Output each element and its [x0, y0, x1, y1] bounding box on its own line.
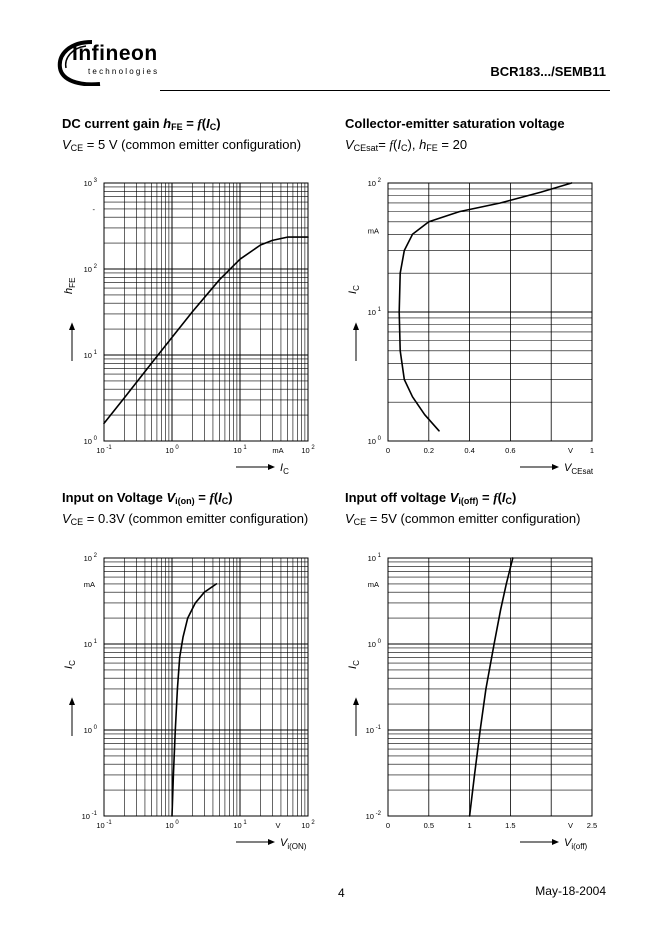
- x-axis-label: $V_{CEsat}$: [564, 462, 594, 476]
- x-unit-label: mA: [272, 446, 284, 455]
- document-date: May-18-2004: [535, 884, 606, 898]
- x-tick-label: 0.2: [423, 446, 435, 455]
- x-tick-label: 10 $^1$: [233, 445, 247, 455]
- y-tick-label: 10 $^{-1}$: [365, 725, 381, 735]
- y-tick-label: 10 $^0$: [83, 725, 97, 735]
- x-axis-label: $V_{i(off)}$: [564, 837, 588, 851]
- logo-text: Infineon: [72, 42, 158, 65]
- y-tick-label: 10 $^0$: [367, 436, 381, 446]
- x-unit-label: V: [567, 821, 574, 830]
- chart-4-title: Input off voltage $V_{i(off)} = f(I_C)$: [345, 490, 517, 506]
- x-tick-label: 0: [385, 446, 391, 455]
- x-axis-label: $I_C$: [280, 462, 289, 476]
- x-tick-label: 0: [385, 821, 391, 830]
- grid-lines: [388, 558, 592, 816]
- plot-frame: [388, 558, 592, 816]
- y-unit-label: mA: [367, 580, 379, 589]
- x-axis-label: $V_{i(ON)}$: [280, 837, 307, 851]
- page-number: 4: [338, 886, 345, 900]
- chart-1-subtitle: $V_{CE} = 5$ V (common emitter configuration): [62, 137, 302, 153]
- y-tick-label: 10 $^2$: [83, 264, 97, 274]
- series-line: [470, 558, 513, 816]
- y-tick-label: 10 $^1$: [367, 553, 381, 563]
- chart-4-subtitle: $V_{CE} = 5V$ (common emitter configuration): [345, 511, 581, 527]
- x-tick-label: 10 $^{-1}$: [96, 820, 112, 830]
- y-unit-label: -: [92, 205, 95, 214]
- chart-3-title: Input on Voltage $V_{i(on)} = f(I_C)$: [62, 490, 233, 506]
- x-unit-label: V: [567, 446, 574, 455]
- x-tick-label: 0.6: [505, 446, 516, 455]
- y-tick-label: 10 $^1$: [83, 639, 97, 649]
- y-tick-label: 10 $^3$: [83, 178, 97, 188]
- y-axis-label: $I_C$: [347, 285, 361, 294]
- y-tick-label: 10 $^2$: [83, 553, 97, 563]
- y-arrow-head: [353, 697, 359, 705]
- x-tick-label: 10 $^1$: [233, 820, 247, 830]
- y-unit-label: mA: [83, 580, 95, 589]
- x-tick-label: 10 $^0$: [165, 445, 179, 455]
- x-tick-label: 0.5: [423, 821, 435, 830]
- chart-2-title: Collector-emitter saturation voltage: [345, 116, 565, 131]
- y-tick-label: 10 $^{-2}$: [365, 811, 381, 821]
- y-tick-label: 10 $^0$: [83, 436, 97, 446]
- x-tick-label: 10 $^2$: [301, 445, 315, 455]
- x-tick-label: 1: [467, 821, 472, 830]
- chart-3-subtitle: $V_{CE} = 0.3V$ (common emitter configuration): [62, 511, 309, 527]
- x-tick-label: 1.5: [505, 821, 516, 830]
- chart-2-subtitle: $V_{CEsat}= f(I_C)$, $h_{FE} = 20$: [345, 137, 468, 153]
- logo-subtitle: technologies: [88, 67, 160, 76]
- chart-1-title: DC current gain $h_{FE} = f(I_C)$: [62, 116, 221, 132]
- y-axis-label: $I_C$: [63, 660, 77, 669]
- x-arrow-head: [552, 839, 559, 845]
- x-tick-label: 10 $^0$: [165, 820, 179, 830]
- document-title: BCR183.../SEMB11: [490, 64, 606, 79]
- y-tick-label: 10 $^{-1}$: [81, 811, 97, 821]
- x-unit-label: V: [275, 821, 281, 830]
- x-tick-label: 0.4: [464, 446, 475, 455]
- y-axis-label: $I_C$: [347, 660, 361, 669]
- y-tick-label: 10 $^1$: [367, 307, 381, 317]
- x-tick-label: 10 $^{-1}$: [96, 445, 112, 455]
- y-tick-label: 10 $^1$: [83, 350, 97, 360]
- y-unit-label: mA: [367, 226, 379, 236]
- x-tick-label: 10 $^2$: [301, 820, 315, 830]
- x-tick-label: 1: [589, 446, 595, 455]
- y-axis-label: $h_{FE}$: [63, 277, 77, 294]
- y-tick-label: 10 $^2$: [367, 178, 381, 188]
- y-tick-label: 10 $^0$: [367, 639, 381, 649]
- x-tick-label: 2.5: [586, 821, 598, 830]
